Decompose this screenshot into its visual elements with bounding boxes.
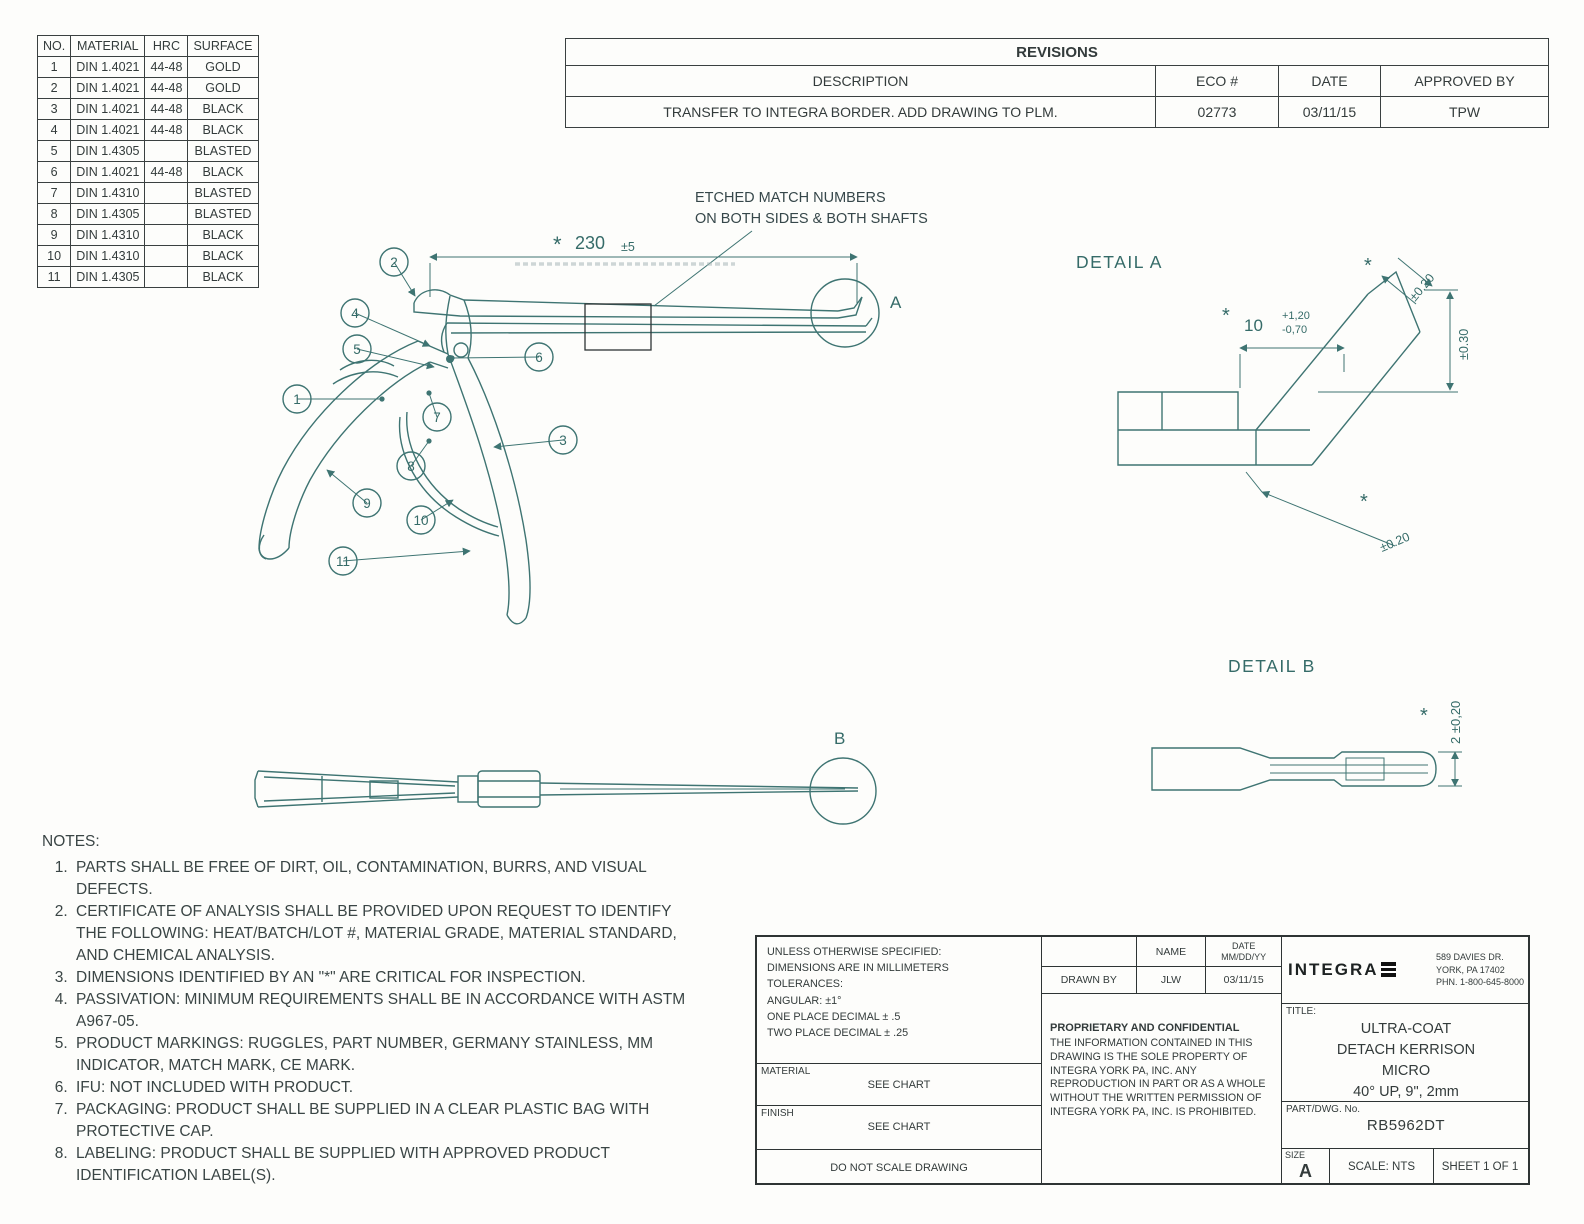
col-header-material: MATERIAL [71,36,145,57]
drawing-title-line3: MICRO [1381,1063,1431,1080]
balloon-5-number: 5 [353,342,361,357]
table-row: 3 DIN 1.4021 44-48 BLACK [38,99,259,120]
part-number-box [1282,1102,1530,1149]
note-item: 5. PRODUCT MARKINGS: RUGGLES, PART NUMBER, GERMANY STAINLESS, MM INDICATOR, MATCH MARK, CE MARK. [72,1033,697,1077]
note-item: 1. PARTS SHALL BE FREE OF DIRT, OIL, CONTAMINATION, BURRS, AND VISUAL DEFECTS. [72,857,697,901]
note-item: 6. IFU: NOT INCLUDED WITH PRODUCT. [72,1077,697,1099]
table-row: 1 DIN 1.4021 44-48 GOLD [38,57,259,78]
bottom-view [255,771,858,807]
table-row: 10 DIN 1.4310 BLACK [38,246,259,267]
size-label: SIZE [1285,1150,1306,1160]
size-scale-sheet-row [1282,1149,1530,1185]
balloon-9 [353,489,381,517]
sheet-value: SHEET 1 OF 1 [1441,1161,1519,1173]
notes-section [42,831,697,1187]
do-not-scale-text: DO NOT SCALE DRAWING [830,1161,968,1174]
balloon-11-number: 11 [335,554,351,569]
detail-b-view [1152,748,1436,790]
table-row: 5 DIN 1.4305 BLASTED [38,141,259,162]
note-item: 4. PASSIVATION: MINIMUM REQUIREMENTS SHALL BE IN ACCORDANCE WITH ASTM A967-05. [72,989,697,1033]
tolerance-line: ANGULAR: ±1° [767,994,842,1007]
material-table-header-row [38,36,259,57]
note-item: 3. DIMENSIONS IDENTIFIED BY AN "*" ARE CRITICAL FOR INSPECTION. [72,967,697,989]
balloon-11 [329,547,357,575]
detail-a-label: DETAIL A [1076,252,1163,272]
tolerance-line: TWO PLACE DECIMAL ± .25 [767,1026,909,1039]
col-header-approved: APPROVED BY [1381,66,1549,97]
material-block [757,1064,1042,1106]
table-row: 9 DIN 1.4310 BLACK [38,225,259,246]
finish-block [757,1106,1042,1150]
date-header-line2: MM/DD/YY [1221,951,1267,962]
etched-note-line1: ETCHED MATCH NUMBERS [695,190,886,206]
view-b-callout [810,729,876,824]
critical-asterisk: * [1364,255,1372,277]
company-address [1436,951,1524,989]
revision-description: TRANSFER TO INTEGRA BORDER. ADD DRAWING TO PLM. [566,97,1156,128]
view-a-letter: A [890,293,902,312]
balloon-2 [380,248,408,276]
col-header-hrc: HRC [145,36,188,57]
size-box [1282,1149,1330,1185]
notes-title: NOTES: [42,833,100,850]
table-row [566,97,1549,128]
proprietary-title: PROPRIETARY AND CONFIDENTIAL [1050,1022,1240,1034]
dim-230 [430,232,857,303]
drawn-by-label: DRAWN BY [1042,967,1137,993]
balloon-7-number: 7 [433,410,441,425]
main-side-view [259,290,872,624]
balloon-leaders [297,262,563,561]
revision-eco: 02773 [1156,97,1279,128]
table-row: 11 DIN 1.4305 BLACK [38,267,259,288]
balloon-5 [343,335,371,363]
balloons [283,248,577,575]
col-header-date: DATE [1279,66,1381,97]
drawn-by-date: 03/11/15 [1223,974,1264,986]
table-row: 2 DIN 1.4021 44-48 GOLD [38,78,259,99]
notes-list [42,857,697,1187]
drawn-by-name: JLW [1137,967,1207,993]
name-date-header-row [1042,937,1282,967]
balloon-4-number: 4 [351,306,359,321]
scale-value: SCALE: NTS [1330,1149,1434,1185]
title-label: TITLE: [1286,1006,1317,1017]
detail-a-view [1118,272,1420,465]
etched-note [654,190,928,306]
dim-10-plus-tol: +1,20 [1282,310,1310,322]
address-line1: 589 DAVIES DR. [1435,952,1504,963]
dim-2-value: 2 ±0,20 [1448,700,1463,744]
revisions-table [565,38,1549,128]
dim-10-minus-tol: -0,70 [1282,324,1308,336]
balloon-3-number: 3 [559,433,567,448]
col-header-surface: SURFACE [188,36,258,57]
title-box [1282,1004,1530,1102]
revisions-header-row [566,66,1549,97]
finish-label: FINISH [761,1108,794,1119]
drawing-title-line4: 40° UP, 9", 2mm [1353,1084,1459,1101]
etched-note-leader [654,231,752,306]
view-b-letter: B [834,729,846,748]
company-block [1282,937,1530,1004]
name-header: NAME [1137,937,1207,966]
critical-asterisk: * [1222,305,1230,327]
balloon-8 [397,452,425,480]
tolerance-line: TOLERANCES: [767,978,843,991]
company-logo-text: INTEGRA [1288,960,1379,979]
tolerance-line: UNLESS OTHERWISE SPECIFIED: [767,946,942,958]
balloon-8-number: 8 [407,459,415,474]
date-header-line1: DATE [1231,940,1256,951]
balloon-10 [407,506,435,534]
balloon-3 [549,426,577,454]
tolerance-block [757,937,1042,1064]
date-header [1206,937,1281,966]
table-row: 7 DIN 1.4310 BLASTED [38,183,259,204]
tolerance-line: DIMENSIONS ARE IN MILLIMETERS [767,962,949,975]
drawn-by-row [1042,967,1282,994]
address-line3: PHN. 1-800-645-8000 [1435,977,1524,988]
address-line2: YORK, PA 17402 [1435,964,1505,975]
etched-note-line2: ON BOTH SIDES & BOTH SHAFTS [695,211,928,227]
proprietary-text: THE INFORMATION CONTAINED IN THIS DRAWING IS THE SOLE PROPERTY OF INTEGRA YORK PA, INC. ANY REPRODUCTION IN PART OR AS A WHOLE WITHOUT THE WRITTEN PERMISSION OF INTEGRA YORK PA, INC. IS PROHIBITED. [1050,1037,1266,1118]
finish-value: SEE CHART [867,1121,931,1133]
detail-b-label: DETAIL B [1228,656,1316,676]
critical-asterisk: * [553,232,562,257]
dim-10-value: 10 [1244,316,1263,335]
note-item: 2. CERTIFICATE OF ANALYSIS SHALL BE PROVIDED UPON REQUEST TO IDENTIFY THE FOLLOWING: HEAT/BATCH/LOT #, MATERIAL GRADE, MATERIAL STANDARD, AND CHEMICAL ANALYSIS. [72,901,697,967]
tolerance-line: ONE PLACE DECIMAL ± .5 [767,1010,901,1023]
balloon-4 [341,299,369,327]
empty-cell [1042,937,1137,966]
part-number-label: PART/DWG. No. [1286,1104,1361,1115]
material-table [37,35,259,288]
do-not-scale-note [757,1150,1042,1185]
balloon-6-number: 6 [535,350,543,365]
drawing-title-line1: ULTRA-COAT [1360,1021,1452,1037]
material-label: MATERIAL [761,1066,811,1077]
drawing-title-line2: DETACH KERRISON [1336,1042,1476,1059]
critical-asterisk: * [1360,491,1368,513]
balloon-7 [423,403,451,431]
dim-230-value: 230 [575,233,606,253]
revisions-title: REVISIONS [566,39,1549,66]
size-value: A [1299,1161,1312,1181]
revision-date: 03/11/15 [1279,97,1381,128]
col-header-eco: ECO # [1156,66,1279,97]
detail-a-source-box [585,304,651,350]
balloon-9-number: 9 [363,496,371,511]
part-number-value: RB5962DT [1366,1117,1446,1134]
proprietary-block [1042,994,1282,1185]
critical-asterisk: * [1420,705,1428,727]
col-header-no: NO. [38,36,71,57]
dim-230-tol: ±5 [621,240,635,254]
table-row: 6 DIN 1.4021 44-48 BLACK [38,162,259,183]
col-header-description: DESCRIPTION [566,66,1156,97]
detail-a-dimensions [1222,255,1471,555]
balloon-10-number: 10 [413,513,429,528]
note-item: 7. PACKAGING: PRODUCT SHALL BE SUPPLIED IN A CLEAR PLASTIC BAG WITH PROTECTIVE CAP. [72,1099,697,1143]
table-row: 4 DIN 1.4021 44-48 BLACK [38,120,259,141]
revisions-title-row [566,39,1549,66]
integra-logo-mark-icon [1381,962,1396,977]
dim-tol-020-top: ±0.20 [1406,271,1438,304]
balloon-1-number: 1 [293,392,301,407]
title-block [755,935,1530,1185]
table-row: 8 DIN 1.4305 BLASTED [38,204,259,225]
dim-tol-020-bottom: ±0.20 [1377,529,1412,555]
balloon-2-number: 2 [390,255,398,270]
revision-approved: TPW [1381,97,1549,128]
material-value: SEE CHART [867,1079,931,1091]
note-item: 8. LABELING: PRODUCT SHALL BE SUPPLIED WITH APPROVED PRODUCT IDENTIFICATION LABEL(S). [72,1143,697,1187]
dim-tol-030: ±0.30 [1457,328,1471,360]
